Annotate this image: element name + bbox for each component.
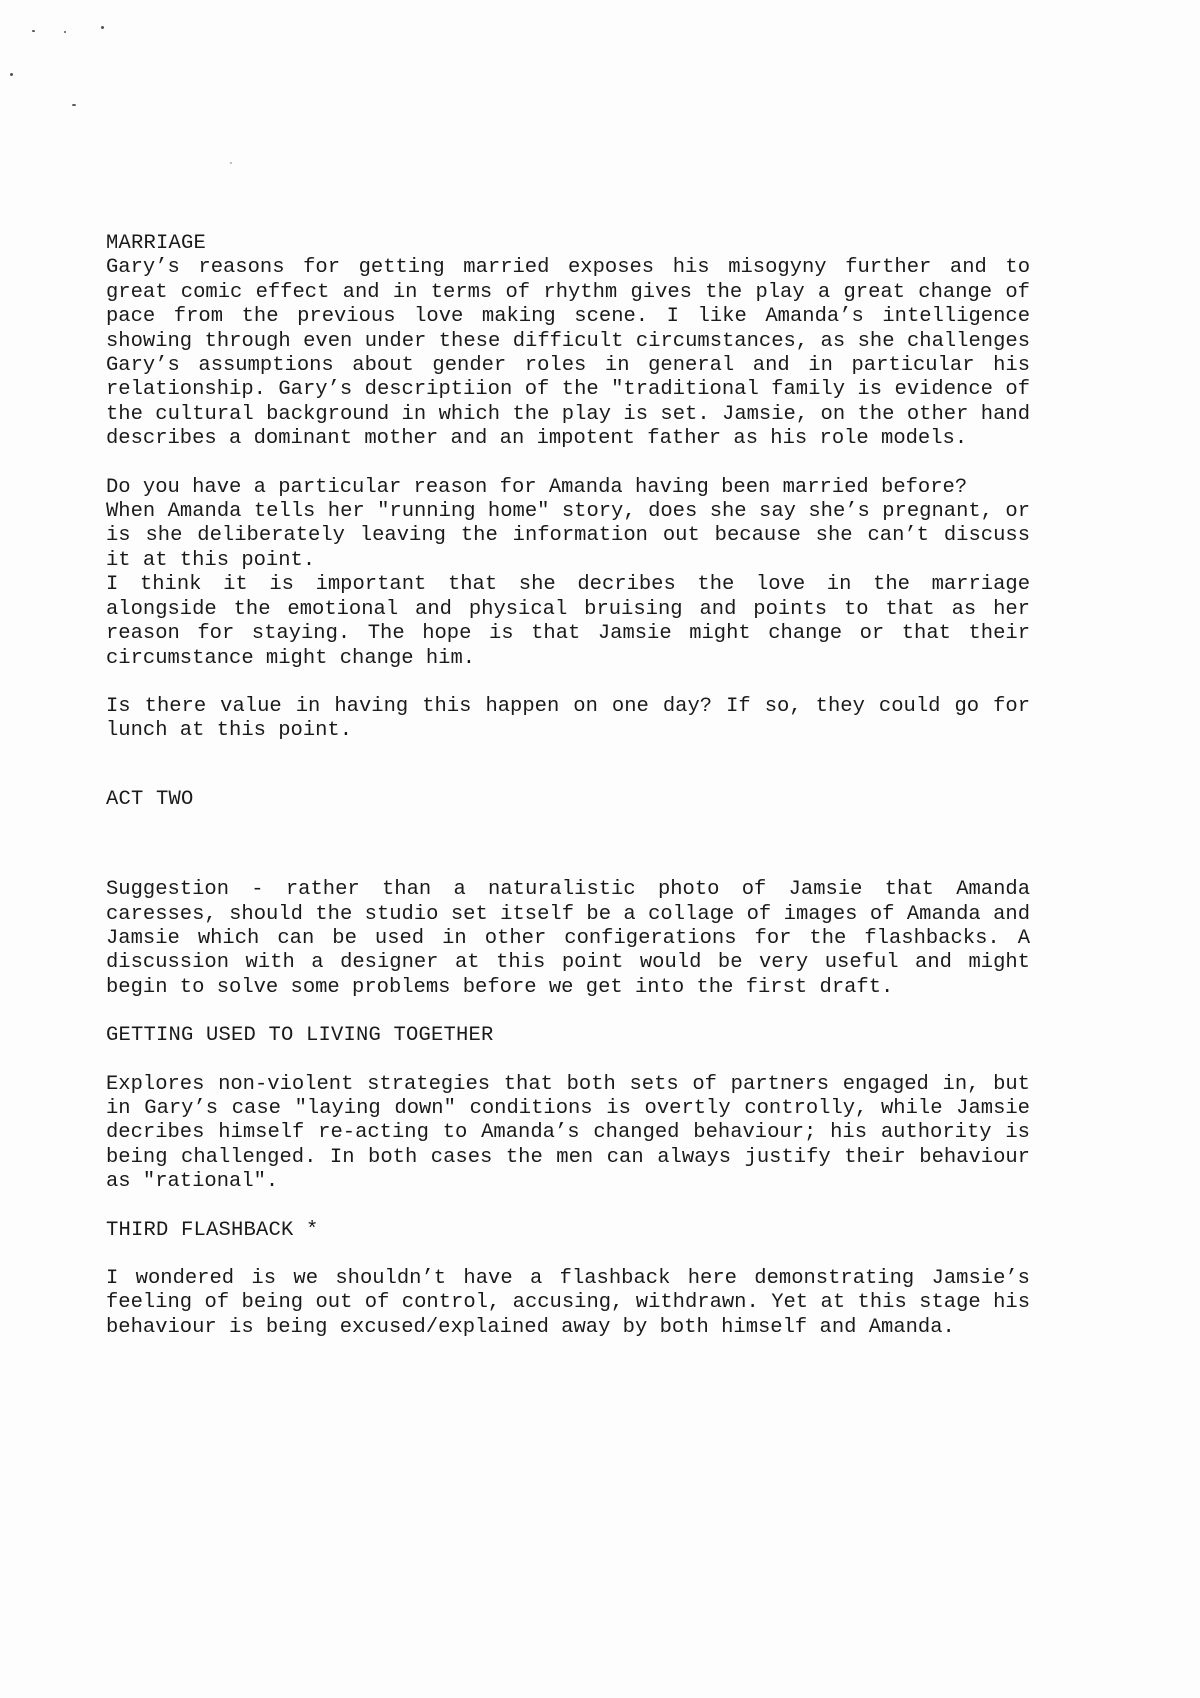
scan-speck <box>230 162 232 164</box>
section-spacer <box>106 1049 1030 1073</box>
document-body <box>106 232 1030 1340</box>
marriage-paragraph-3: When Amanda tells her "running home" story, does she say she’s pregnant, or is she deliberately leaving the information out because she can’t discuss it at this point. <box>106 500 1030 572</box>
section-heading-third-flashback: THIRD FLASHBACK * <box>106 1218 319 1242</box>
scan-speck <box>72 104 76 106</box>
section-spacer <box>106 1000 1030 1024</box>
scan-speck <box>10 73 13 76</box>
paragraph-spacer <box>106 671 1030 695</box>
scan-speck <box>101 26 104 29</box>
section-spacer <box>106 744 1030 788</box>
marriage-paragraph-5: Is there value in having this happen on one day? If so, they could go for lunch at this point. <box>106 694 1030 743</box>
section-heading-act-two: ACT TWO <box>106 787 194 811</box>
living-together-paragraph-1: Explores non-violent strategies that both sets of partners engaged in, but in Gary’s case "laying down" conditions is overtly controlly, while Jamsie decribes himself re-acting to Amanda’s changed behaviour; his authority is being challenged. In both cases the men can always justify their behaviour as "rational". <box>106 1072 1030 1194</box>
scan-speck <box>32 30 35 32</box>
section-spacer <box>106 1195 1030 1219</box>
third-flashback-paragraph-1: I wondered is we shouldn’t have a flashback here demonstrating Jamsie’s feeling of being out of control, accusing, withdrawn. Yet at this stage his behaviour is being excused/explained away by both himself and Amanda. <box>106 1267 1030 1339</box>
section-spacer <box>106 812 1030 878</box>
scan-speck <box>64 31 66 33</box>
section-spacer <box>106 1243 1030 1267</box>
section-heading-living-together: GETTING USED TO LIVING TOGETHER <box>106 1024 494 1048</box>
section-heading-marriage: MARRIAGE <box>106 232 207 255</box>
marriage-paragraph-2: Do you have a particular reason for Amanda having been married before? <box>106 475 968 499</box>
act-two-paragraph-1: Suggestion - rather than a naturalistic photo of Jamsie that Amanda caresses, should the studio set itself be a collage of images of Amanda and Jamsie which can be used in other configerations for the flashbacks. A discussion with a designer at this point would be very useful and might begin to solve some problems before we get into the first draft. <box>106 878 1030 999</box>
marriage-paragraph-1: Gary’s reasons for getting married exposes his misogyny further and to great comic effect and in terms of rhythm gives the play a great change of pace from the previous love making scene. I like Amanda’s intelligence showing through even under these difficult circumstances, as she challenges Gary’s assumptions about gender roles in general and in particular his relationship. Gary’s descriptiion of the "traditional family is evidence of the cultural background in which the play is set. Jamsie, on the other hand describes a dominant mother and an impotent father as his role models. <box>106 256 1030 451</box>
marriage-paragraph-4: I think it is important that she decribes the love in the marriage alongside the emotional and physical bruising and points to that as her reason for staying. The hope is that Jamsie might change or that their circumstance might change him. <box>106 573 1030 670</box>
paragraph-spacer <box>106 452 1030 476</box>
